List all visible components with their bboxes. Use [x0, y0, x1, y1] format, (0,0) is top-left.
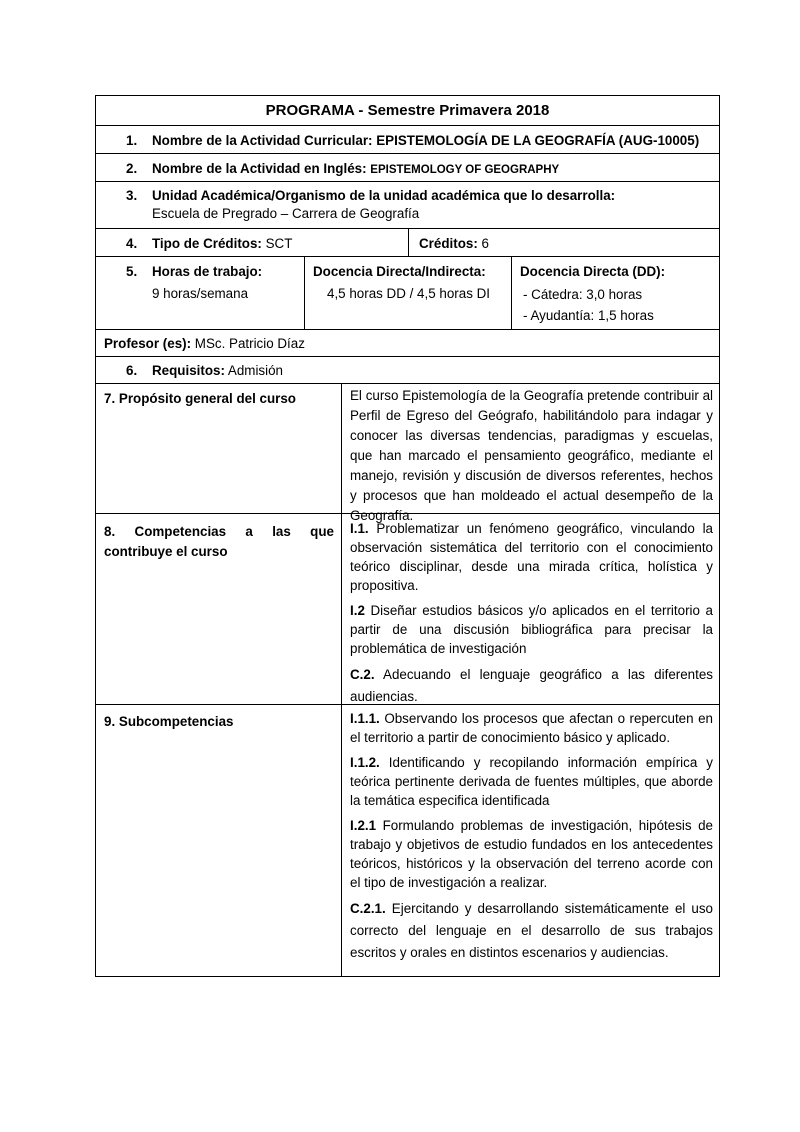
- work-hours-label: Horas de trabajo:: [152, 264, 263, 279]
- purpose-text: El curso Epistemología de la Geografía pretende contribuir al Perfil de Egreso del Geógrafo, habilitándolo para indagar y conocer las diversas tendencias, paradigmas y escuelas, que han marcado el pensamiento geográfico, mediante el manejo, revisión y discusión de diversos referentes, hechos y procesos que han moldeado el actual desempeño de la Geografía.: [350, 388, 713, 523]
- row-professor: [95, 330, 720, 357]
- requirements: [152, 362, 283, 379]
- row-subcompetencies: [95, 705, 720, 977]
- purpose-label: 7. Propósito general del curso: [104, 391, 296, 406]
- competencies-label-line2: contribuye el curso: [104, 544, 228, 559]
- purpose-cell: [341, 384, 719, 523]
- subcompetency-text: Observando los procesos que afectan o repercuten en el territorio a partir de conocimiento básico y aplicado.: [350, 711, 713, 745]
- subcompetency-text: Formulando problemas de investigación, hipótesis de trabajo y objetivos de estudio fundados en los antecedentes teóricos, históricos y la observación del terreno acorde con el tipo de investigación a realizar.: [350, 818, 713, 890]
- work-hours-value: 9 horas/semana: [152, 286, 249, 301]
- credits-label: Créditos:: [419, 236, 478, 251]
- assistantship-hours: - Ayudantía: 1,5 horas: [523, 308, 654, 323]
- competencies-label: 8. Competencias a las que: [104, 524, 334, 539]
- row-number: 4.: [126, 236, 138, 251]
- credit-type-label: Tipo de Créditos:: [152, 236, 262, 251]
- competency-text: Adecuando el lenguaje geográfico a las diferentes audiencias.: [350, 667, 713, 704]
- subcompetency-code: I.1.1.: [350, 711, 380, 726]
- row-competencies: [95, 514, 720, 705]
- row-work-hours: [95, 257, 720, 330]
- row-number: 5.: [126, 264, 138, 279]
- row-credit-type: [95, 229, 720, 257]
- academic-unit-value: Escuela de Pregrado – Carrera de Geografía: [152, 206, 420, 221]
- subcompetency-code: I.1.2.: [350, 755, 380, 770]
- row-number: 6.: [126, 363, 138, 378]
- row-academic-unit: [95, 182, 720, 229]
- row-activity-name-english: [95, 154, 720, 182]
- subcompetency-text: Ejercitando y desarrollando sistemáticamente el uso correcto del lenguaje en el desarrollo de sus trabajos escritos y orales en distintos escenarios y audiencias.: [350, 901, 713, 960]
- row-purpose: [95, 384, 720, 523]
- competency-item: [350, 664, 713, 708]
- direct-indirect-label: Docencia Directa/Indirecta:: [313, 264, 486, 279]
- activity-name-english: [152, 160, 559, 179]
- credits-value: 6: [481, 236, 489, 251]
- credits: [419, 235, 489, 252]
- subcompetency-code: C.2.1.: [350, 901, 386, 916]
- row-number: 3.: [126, 188, 138, 203]
- competencies-cell: [341, 514, 719, 704]
- subcompetencies-cell: [341, 705, 719, 976]
- competency-text: Diseñar estudios básicos y/o aplicados en el territorio a partir de una discusión bibliográfica para precisar la problemática de investigación: [350, 603, 713, 656]
- activity-name-label: Nombre de la Actividad Curricular:: [152, 133, 373, 148]
- subcompetency-text: Identificando y recopilando información empírica y teórica pertinente derivada de fuentes múltiples, que aborde la temática especifica identificada: [350, 755, 713, 808]
- competency-code: C.2.: [350, 667, 375, 682]
- credit-type: [152, 235, 292, 252]
- direct-teaching-label: Docencia Directa (DD):: [520, 264, 666, 279]
- academic-unit-label: Unidad Académica/Organismo de la unidad académica que lo desarrolla:: [152, 188, 616, 203]
- credits-cell: [408, 229, 719, 256]
- credit-type-value: SCT: [265, 236, 293, 251]
- program-title-text: PROGRAMA - Semestre Primavera 2018: [265, 102, 550, 119]
- row-number: 1.: [126, 133, 138, 148]
- professor-label: Profesor (es):: [104, 336, 192, 351]
- activity-name: [152, 132, 699, 149]
- row-number: 2.: [126, 161, 138, 176]
- row-activity-name: [95, 126, 720, 154]
- direct-indirect-cell: [304, 257, 512, 329]
- activity-name-value: EPISTEMOLOGÍA DE LA GEOGRAFÍA (AUG-10005): [376, 133, 700, 148]
- direct-indirect-value: 4,5 horas DD / 4,5 horas DI: [327, 286, 490, 301]
- competency-code: I.2: [350, 603, 365, 618]
- program-table: [95, 95, 720, 977]
- competency-text: Problematizar un fenómeno geográfico, vinculando la observación sistemática del territorio con el conocimiento teórico disciplinar, desde una mirada crítica, holística y propositiva.: [350, 521, 713, 593]
- professor: [104, 335, 305, 352]
- subcompetency-code: I.2.1: [350, 818, 377, 833]
- competency-item: [350, 601, 713, 658]
- direct-teaching-cell: [511, 257, 719, 329]
- competency-code: I.1.: [350, 521, 369, 536]
- requirements-label: Requisitos:: [152, 363, 225, 378]
- lecture-hours: - Cátedra: 3,0 horas: [523, 287, 643, 302]
- subcompetencies-label: 9. Subcompetencias: [104, 714, 234, 729]
- subcompetency-item: [350, 753, 713, 810]
- professor-value: MSc. Patricio Díaz: [194, 336, 305, 351]
- row-requirements: [95, 357, 720, 384]
- subcompetency-item: [350, 898, 713, 964]
- subcompetency-item: [350, 816, 713, 892]
- competency-item: [350, 519, 713, 595]
- program-title: [95, 95, 720, 126]
- activity-name-english-label: Nombre de la Actividad en Inglés:: [152, 161, 367, 176]
- activity-name-english-value: EPISTEMOLOGY OF GEOGRAPHY: [370, 164, 560, 176]
- requirements-value: Admisión: [227, 363, 283, 378]
- subcompetency-item: [350, 709, 713, 747]
